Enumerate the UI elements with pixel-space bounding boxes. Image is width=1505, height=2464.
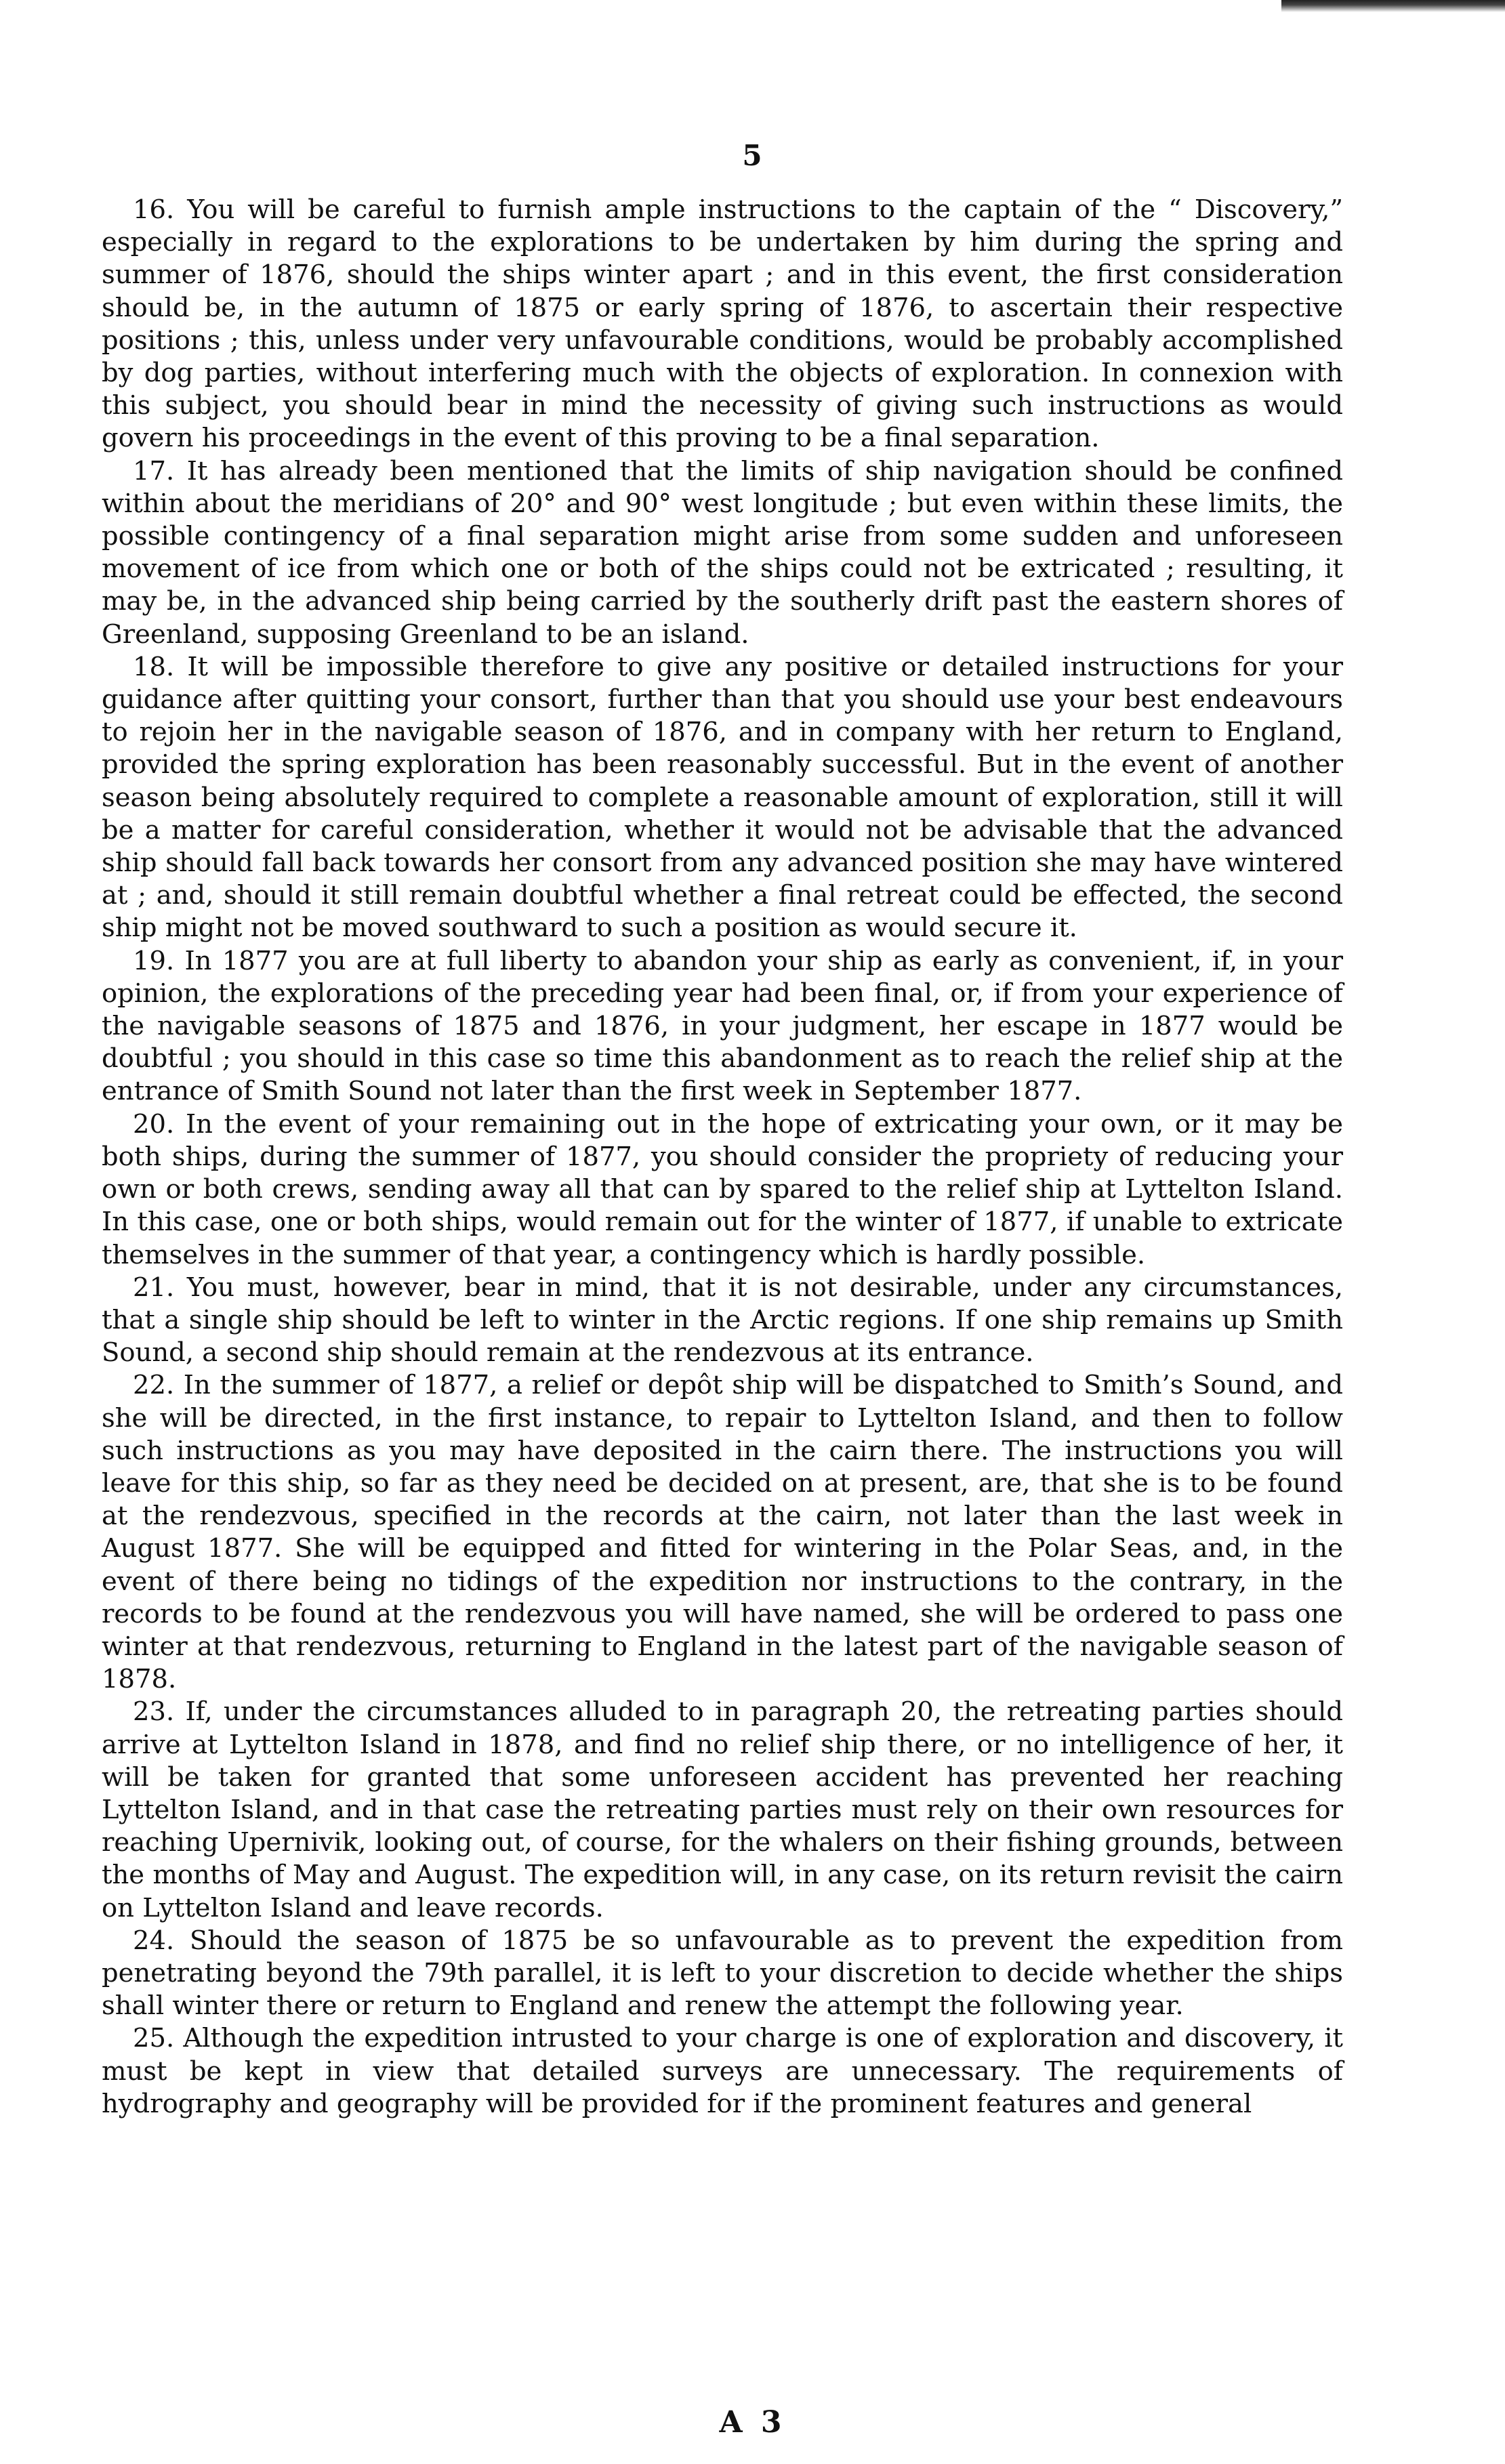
paragraph-21: 21. You must, however, bear in mind, that it is not desirable, under any circumstances, that a single ship should be left to winter in the Arctic regions. If one ship remains up Smith Sound, a second ship should remain at the rendezvous at its entrance. <box>102 1272 1343 1369</box>
paragraph-20: 20. In the event of your remaining out in the hope of extricating your own, or it may be both ships, during the summer of 1877, you should consider the propriety of reducing your own or both crews, sending away all that can by spared to the relief ship at Lyttelton Island. In this case, one or both ships, would remain out for the winter of 1877, if unable to extricate themselves in the summer of that year, a contingency which is hardly possible. <box>102 1108 1343 1270</box>
paragraph-24: 24. Should the season of 1875 be so unfavourable as to prevent the expedition from penetrating beyond the 79th parallel, it is left to your discretion to decide whether the ships shall winter there or return to England and renew the attempt the following year. <box>102 1925 1343 2022</box>
scan-edge-shadow <box>1281 0 1505 12</box>
signature-mark: A 3 <box>719 2405 786 2440</box>
paragraph-25: 25. Although the expedition intrusted to your charge is one of exploration and discovery, it must be kept in view that detailed surveys are unnecessary. The requirements of hydrography and geography will be provided for if the prominent features and general <box>102 2023 1343 2119</box>
page-number: 5 <box>742 139 763 172</box>
paragraph-23: 23. If, under the circumstances alluded to in paragraph 20, the retreating parties should arrive at Lyttelton Island in 1878, and find no relief ship there, or no intelligence of her, it will be taken for granted that some unforeseen accident has prevented her reaching Lyttelton Island, and in that case the retreating parties must rely on their own resources for reaching Upernivik, looking out, of course, for the whalers on their fishing grounds, between the months of May and August. The expedition will, in any case, on its return revisit the cairn on Lyttelton Island and leave records. <box>102 1696 1343 1923</box>
paragraph-17: 17. It has already been mentioned that the limits of ship navigation should be confined within about the meridians of 20° and 90° west longitude ; but even within these limits, the possible contingency of a final separation might arise from some sudden and unforeseen movement of ice from which one or both of the ships could not be extricated ; resulting, it may be, in the advanced ship being carried by the southerly drift past the eastern shores of Greenland, supposing Greenland to be an island. <box>102 455 1343 650</box>
paragraph-18: 18. It will be impossible therefore to give any positive or detailed instructions for your guidance after quitting your consort, further than that you should use your best endeavours to rejoin her in the navigable season of 1876, and in company with her return to England, provided the spring exploration has been reasonably successful. But in the event of another season being absolutely required to complete a reasonable amount of exploration, still it will be a matter for careful consideration, whether it would not be advisable that the advanced ship should fall back towards her consort from any advanced position she may have wintered at ; and, should it still remain doubtful whether a final retreat could be effected, the second ship might not be moved southward to such a position as would secure it. <box>102 651 1343 944</box>
paragraph-19: 19. In 1877 you are at full liberty to abandon your ship as early as convenient, if, in your opinion, the explorations of the preceding year had been final, or, if from your experience of the navigable seasons of 1875 and 1876, in your judgment, her escape in 1877 would be doubtful ; you should in this case so time this abandonment as to reach the relief ship at the entrance of Smith Sound not later than the first week in September 1877. <box>102 945 1343 1107</box>
body-text <box>102 194 1343 2121</box>
paragraph-16: 16. You will be careful to furnish ample instructions to the captain of the “ Discovery,” especially in regard to the explorations to be undertaken by him during the spring and summer of 1876, should the ships winter apart ; and in this event, the first consideration should be, in the autumn of 1875 or early spring of 1876, to ascertain their respective positions ; this, unless under very unfavourable conditions, would be probably accomplished by dog parties, without interfering much with the objects of exploration. In connexion with this subject, you should bear in mind the necessity of giving such instructions as would govern his proceedings in the event of this proving to be a final separation. <box>102 194 1343 454</box>
paragraph-22: 22. In the summer of 1877, a relief or depôt ship will be dispatched to Smith’s Sound, and she will be directed, in the first instance, to repair to Lyttelton Island, and then to follow such instructions as you may have deposited in the cairn there. The instructions you will leave for this ship, so far as they need be decided on at present, are, that she is to be found at the rendezvous, specified in the records at the cairn, not later than the last week in August 1877. She will be equipped and fitted for wintering in the Polar Seas, and, in the event of there being no tidings of the expedition nor instructions to the contrary, in the records to be found at the rendezvous you will have named, she will be ordered to pass one winter at that rendezvous, returning to England in the latest part of the navigable season of 1878. <box>102 1370 1343 1695</box>
